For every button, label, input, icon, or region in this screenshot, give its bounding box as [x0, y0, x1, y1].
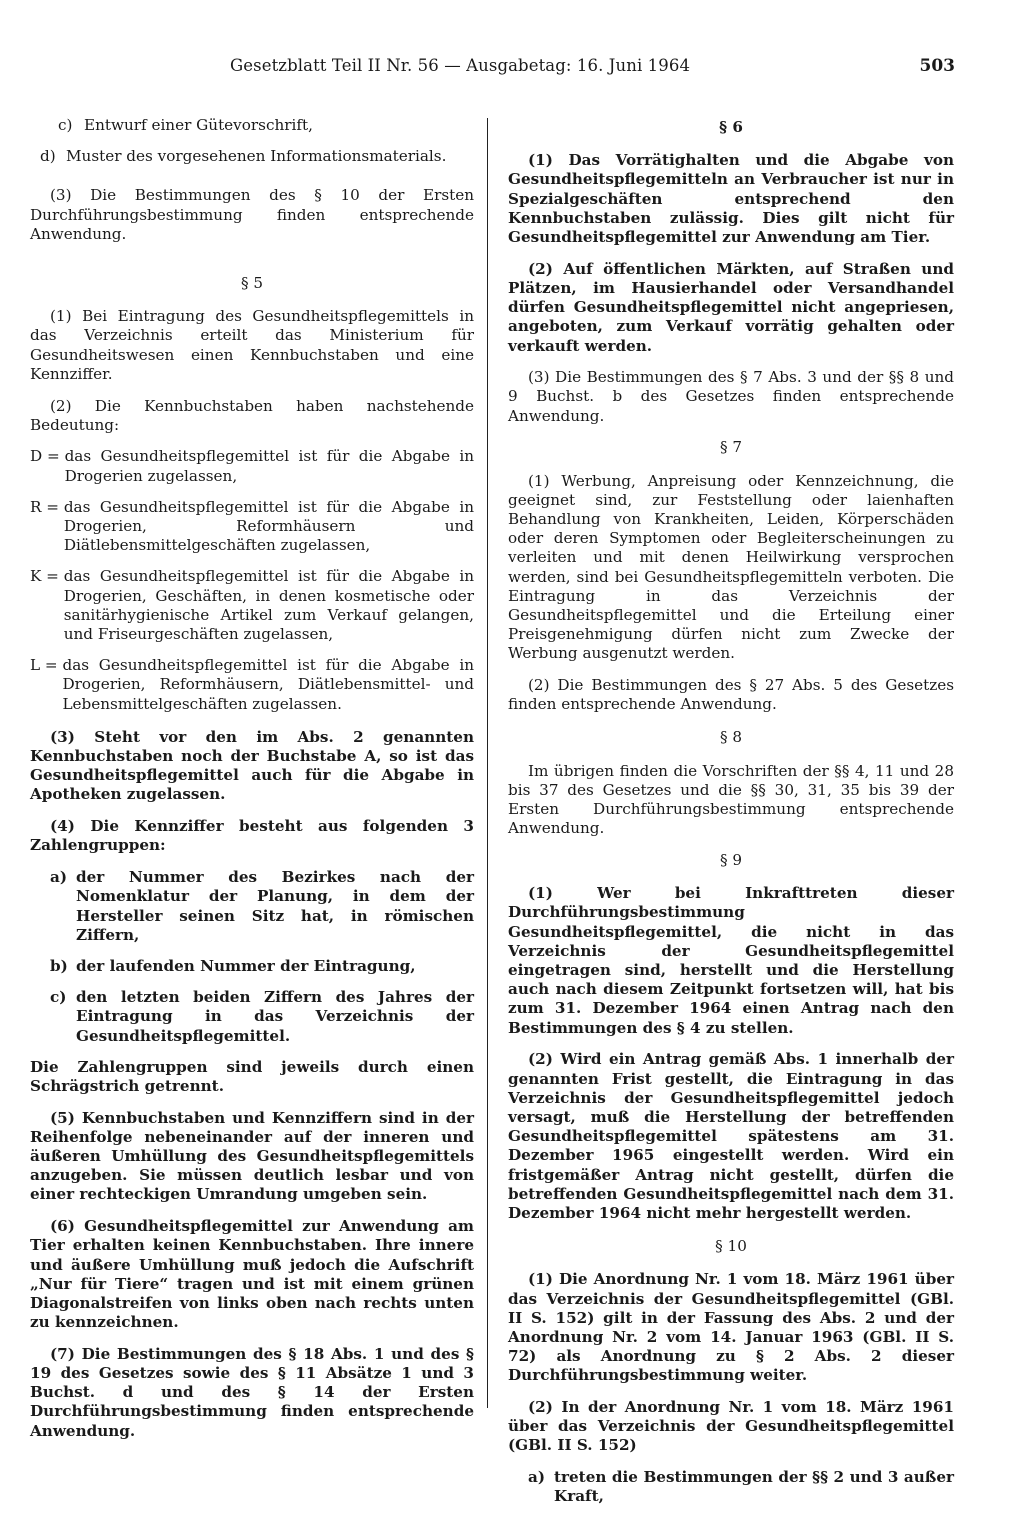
definition-text: das Gesundheitspflegemittel ist für die Abgabe in Drogerien, Reformhäusern und Diätlebensmittelgeschäften zugelassen, [63, 497, 474, 555]
section-heading: § 8 [719, 728, 743, 747]
right-column [508, 116, 954, 1519]
paragraph: (1) Werbung, Anpreisung oder Kennzeichnung, die geeignet sind, zur Feststellung oder laienhaften Behandlung von Krankheiten, Leiden, Körperschäden oder deren Symptomen oder Begleiterscheinungen zu verleiten und mit denen Heilwirkung versprochen werden, sind bei Gesundheitspflegemitteln verboten. Die Eintragung in das Verzeichnis der Gesundheitspflegemittel und die Erteilung einer Preisgenehmigung dürfen nicht zum Zwecke der Werbung ausgenutzt werden. [508, 471, 954, 663]
paragraph: (2) Auf öffentlichen Märkten, auf Straßen und Plätzen, im Hausierhandel oder Versandhandel dürfen Gesundheitspflegemittel nicht angepriesen, angeboten, zum Verkauf vorrätig gehalten oder verkauft werden. [508, 259, 954, 355]
running-title: Gesetzblatt Teil II Nr. 56 — Ausgabetag: 16. Juni 1964 [230, 56, 691, 75]
definition-text: das Gesundheitspflegemittel ist für die Abgabe in Drogerien, Geschäften, in denen kosmetische oder sanitärhygienische Artikel zum Verkauf gelangen, und Friseurgeschäften zugelassen, [63, 567, 474, 644]
paragraph: (6) Gesundheitspflegemittel zur Anwendung am Tier erhalten keinen Kennbuchstaben. Ihre innere und äußere Umhüllung muß jedoch die Aufschrift „Nur für Tiere“ tragen und ist mit einem grünen Diagonalstreifen von links oben nach rechts unten zu kennzeichnen. [30, 1217, 474, 1332]
page-header [30, 56, 955, 84]
section-heading: § 6 [719, 118, 743, 136]
definition-key: L = [30, 656, 63, 675]
paragraph: (3) Die Bestimmungen des § 7 Abs. 3 und der §§ 8 und 9 Buchst. b des Gesetzes finden entsprechende Anwendung. [508, 368, 954, 425]
definition-item [30, 567, 474, 644]
paragraph: (1) Das Vorrätighalten und die Abgabe von Gesundheitspflegemitteln an Verbraucher ist nur in Spezialgeschäften entsprechend den Kennbuchstaben zulässig. Dies gilt nicht für Gesundheitspflegemittel zur Anwendung am Tier. [508, 151, 954, 247]
list-marker: a) [50, 868, 68, 887]
list-text: der Nummer des Bezirkes nach der Nomenklatur der Planung, in dem der Hersteller seinen Sitz hat, in römischen Ziffern, [76, 868, 474, 944]
definition-item [30, 447, 474, 485]
paragraph: (7) Die Bestimmungen des § 18 Abs. 1 und des § 19 des Gesetzes sowie des § 11 Absätze 1 und 3 Buchst. d und des § 14 der Ersten Durchführungsbestimmung finden entsprechende Anwendung. [30, 1344, 474, 1440]
list-text: Entwurf einer Gütevorschrift, [84, 116, 313, 134]
list-item [50, 957, 474, 976]
list-item [50, 988, 474, 1046]
list-marker: a) [528, 1468, 546, 1487]
paragraph: (3) Die Bestimmungen des § 10 der Ersten Durchführungsbestimmung finden entsprechende Anwendung. [30, 186, 474, 243]
definition-item [30, 656, 474, 714]
list-marker: c) [50, 988, 67, 1007]
list-text: der laufenden Nummer der Eintragung, [76, 956, 416, 975]
list-text: Muster des vorgesehenen Informationsmaterials. [66, 147, 447, 166]
paragraph: (2) Die Bestimmungen des § 27 Abs. 5 des Gesetzes finden entsprechende Anwendung. [508, 676, 954, 714]
list-marker: b) [50, 956, 68, 975]
paragraph: (2) Wird ein Antrag gemäß Abs. 1 innerhalb der genannten Frist gestellt, die Eintragung in das Verzeichnis der Gesundheitspflegemittel jedoch versagt, muß die Herstellung der betreffenden Gesundheitspflegemittel spätestens am 31. Dezember 1965 eingestellt werden. Wird ein fristgemäßer Antrag nicht gestellt, dürfen die betreffenden Gesundheitspflegemittel nach dem 31. Dezember 1964 nicht mehr hergestellt werden. [508, 1050, 954, 1222]
list-marker: c) [58, 116, 73, 134]
list-item [50, 868, 474, 945]
section-heading: § 10 [715, 1237, 747, 1256]
list-marker: d) [40, 147, 56, 166]
page-number: 503 [919, 56, 955, 76]
paragraph: Die Zahlengruppen sind jeweils durch einen Schrägstrich getrennt. [30, 1057, 474, 1095]
left-column [30, 116, 474, 1453]
paragraph: (5) Kennbuchstaben und Kennziffern sind in der Reihenfolge nebeneinander auf der inneren und äußeren Umhüllung des Gesundheitspflegemittels anzugeben. Sie müssen deutlich lesbar und von einer rechteckigen Umrandung umgeben sein. [30, 1108, 474, 1204]
paragraph: (2) Die Kennbuchstaben haben nachstehende Bedeutung: [30, 396, 474, 434]
definition-text: das Gesundheitspflegemittel ist für die Abgabe in Drogerien zugelassen, [64, 447, 474, 485]
definition-text: das Gesundheitspflegemittel ist für die Abgabe in Drogerien, Reformhäusern, Diätlebensmittel- und Lebensmittelgeschäften zugelassen. [62, 656, 474, 713]
paragraph: (1) Wer bei Inkrafttreten dieser Durchführungsbestimmung Gesundheitspflegemittel, die nicht in das Verzeichnis der Gesundheitspflegemittel eingetragen sind, herstellt und die Herstellung auch nach diesem Zeitpunkt fortsetzen will, hat bis zum 31. Dezember 1964 einen Antrag nach den Bestimmungen des § 4 zu stellen. [508, 884, 954, 1037]
section-heading: § 7 [719, 438, 743, 457]
paragraph: (2) In der Anordnung Nr. 1 vom 18. März 1961 über das Verzeichnis der Gesundheitspflegemittel (GBl. II S. 152) [508, 1398, 954, 1455]
paragraph: (1) Bei Eintragung des Gesundheitspflegemittels in das Verzeichnis erteilt das Ministerium für Gesundheitswesen einen Kennbuchstaben und eine Kennziffer. [30, 307, 474, 383]
list-item [40, 147, 474, 166]
list-text: treten die Bestimmungen der §§ 2 und 3 außer Kraft, [554, 1468, 954, 1506]
definition-key: R = [30, 497, 64, 516]
section-heading: § 5 [240, 274, 264, 293]
paragraph: (3) Steht vor den im Abs. 2 genannten Kennbuchstaben noch der Buchstabe A, so ist das Gesundheitspflegemittel auch für die Abgabe in Apotheken zugelassen. [30, 727, 474, 804]
list-item [58, 116, 474, 135]
definition-item [30, 498, 474, 556]
section-heading: § 9 [719, 851, 743, 869]
column-divider [487, 118, 488, 1408]
definition-key: D = [30, 447, 65, 466]
list-item [528, 1468, 954, 1506]
paragraph: (4) Die Kennziffer besteht aus folgenden 3 Zahlengruppen: [30, 817, 474, 855]
paragraph: (1) Die Anordnung Nr. 1 vom 18. März 1961 über das Verzeichnis der Gesundheitspflegemittel (GBl. II S. 152) gilt in der Fassung des Abs. 2 und der Anordnung Nr. 2 vom 14. Januar 1963 (GBl. II S. 72) als Anordnung zu § 2 Abs. 2 dieser Durchführungsbestimmung weiter. [508, 1270, 954, 1385]
definition-key: K = [30, 567, 64, 586]
list-text: den letzten beiden Ziffern des Jahres der Eintragung in das Verzeichnis der Gesundheitspflegemittel. [76, 988, 474, 1045]
paragraph: Im übrigen finden die Vorschriften der §§ 4, 11 und 28 bis 37 des Gesetzes und die §§ 30, 31, 35 bis 39 der Ersten Durchführungsbestimmung entsprechende Anwendung. [508, 761, 954, 838]
